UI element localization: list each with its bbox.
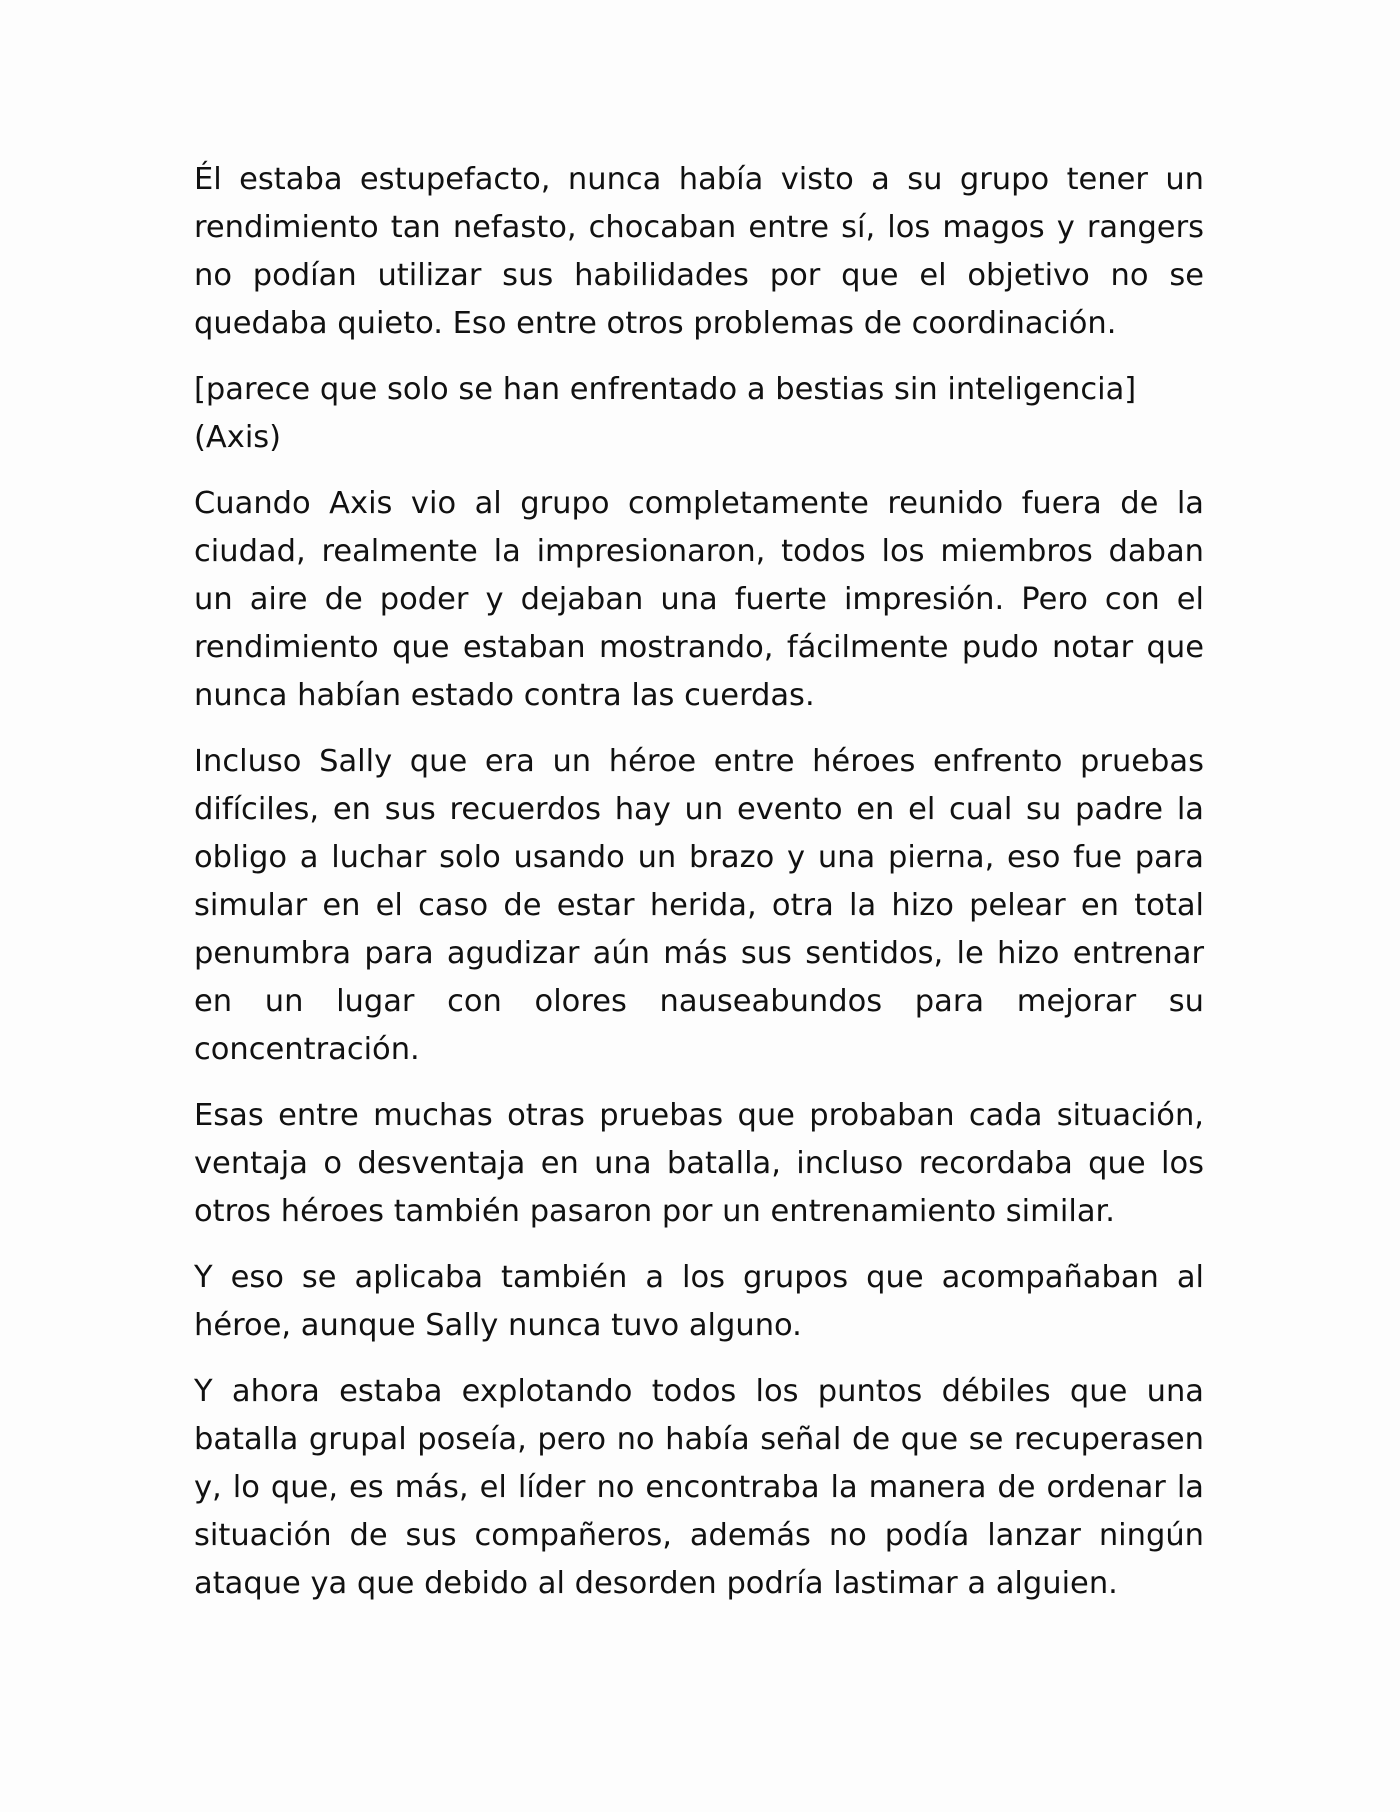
paragraph: Y eso se aplicaba también a los grupos que acompañaban al héroe, aunque Sally nunca tuvo alguno. — [194, 1260, 1204, 1343]
paragraph: Esas entre muchas otras pruebas que probaban cada situación, ventaja o desventaja en una batalla, incluso recordaba que los otros héroes también pasaron por un entrenamiento similar. — [194, 1098, 1204, 1229]
paragraph: Él estaba estupefacto, nunca había visto a su grupo tener un rendimiento tan nefasto, chocaban entre sí, los magos y rangers no podían utilizar sus habilidades por que el objetivo no se quedaba quieto. Eso entre otros problemas de coordinación. — [194, 162, 1204, 341]
paragraph: Incluso Sally que era un héroe entre héroes enfrento pruebas difíciles, en sus recuerdos hay un evento en el cual su padre la obligo a luchar solo usando un brazo y una pierna, eso fue para simular en el caso de estar herida, otra la hizo pelear en total penumbra para agudizar aún más sus sentidos, le hizo entrenar en un lugar con olores nauseabundos para mejorar su concentración. — [194, 744, 1204, 1067]
document-body — [194, 156, 1204, 1626]
paragraph: Y ahora estaba explotando todos los puntos débiles que una batalla grupal poseía, pero no había señal de que se recuperasen y, lo que, es más, el líder no encontraba la manera de ordenar la situación de sus compañeros, además no podía lanzar ningún ataque ya que debido al desorden podría lastimar a alguien. — [194, 1374, 1204, 1601]
paragraph: [parece que solo se han enfrentado a bestias sin inteligencia] (Axis) — [194, 372, 1137, 455]
paragraph: Cuando Axis vio al grupo completamente reunido fuera de la ciudad, realmente la impresionaron, todos los miembros daban un aire de poder y dejaban una fuerte impresión. Pero con el rendimiento que estaban mostrando, fácilmente pudo notar que nunca habían estado contra las cuerdas. — [194, 486, 1204, 713]
